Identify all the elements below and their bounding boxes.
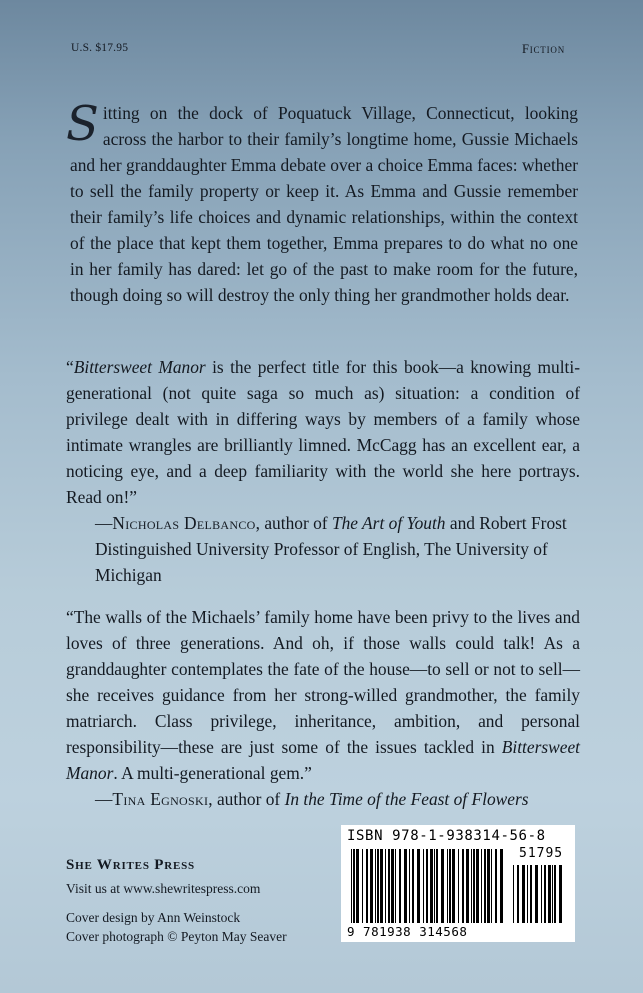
review-2-attribution (95, 786, 580, 812)
barcode-bar (417, 849, 420, 923)
synopsis-text: itting on the dock of Poquatuck Village, Connecticut, looking across the harbor to their family’s longtime home, Gussie Michaels and her granddaughter Emma debate over a choice Emma faces: whether to sell the family property or keep it. As Emma and Gussie remember their family’s life choices and dynamic relationships, within the context of the place that kept them together, Emma prepares to do what no one in her family has dared: let go of the past to make room for the future, though doing so will destroy the only thing her grandmother holds dear. (70, 103, 578, 305)
barcode-bar (377, 849, 379, 923)
barcode-bars (351, 849, 507, 923)
barcode-bar (530, 865, 532, 923)
barcode-bar (541, 865, 542, 923)
barcode-bar (500, 849, 503, 923)
barcode-bar (441, 849, 444, 923)
cover-design-credit: Cover design by Ann Weinstock (66, 910, 241, 925)
barcode-bar (409, 849, 410, 923)
barcode-bar (351, 849, 352, 923)
barcode-bar (430, 849, 433, 923)
barcode-bar (412, 849, 414, 923)
genre-label: Fiction (521, 42, 565, 56)
barcode-bar (426, 849, 428, 923)
barcode-bar (462, 849, 464, 923)
review-2-body (66, 604, 580, 786)
synopsis-paragraph (66, 96, 578, 308)
barcode-bar (353, 849, 355, 923)
review-1-text: is the perfect title for this book—a knowing multi-generational (not quite saga so much as) situation: a condition of privilege dealt with in differing ways by members of a family whose intimate wrangles are brilliantly limned. McCagg has an excellent ear, a noticing eye, and a deep familiarity with the world she here portrays. Read on!” (66, 357, 580, 507)
barcode-bar (458, 849, 459, 923)
publisher-website: Visit us at www.shewritespress.com (66, 881, 261, 896)
reviewer-1-name: Nicholas Delbanco (112, 513, 256, 533)
barcode-bar (517, 865, 519, 923)
review-1-open-quote: “ (66, 357, 74, 377)
barcode-bar (380, 849, 383, 923)
price-label: U.S. $17.95 (71, 42, 129, 54)
attribution-author-of: , author of (255, 513, 332, 533)
barcode-bar (535, 865, 538, 923)
reviewer-2-work: In the Time of the Feast of Flowers (284, 789, 529, 809)
attribution-author-of: , author of (208, 789, 285, 809)
barcode-bar (522, 865, 525, 923)
attribution-dash: — (95, 789, 113, 809)
review-1-body (66, 354, 580, 510)
barcode-bar (513, 865, 514, 923)
barcode-bar (362, 849, 363, 923)
cover-photo-credit: Cover photograph © Peyton May Seaver (66, 929, 287, 944)
barcode-bar (491, 849, 492, 923)
barcode-bar (449, 849, 451, 923)
barcode-bar (548, 865, 551, 923)
barcode-bar (434, 849, 435, 923)
barcode-bar (484, 849, 486, 923)
barcode-bar (423, 849, 424, 923)
barcode-bar (395, 849, 396, 923)
barcode-bar (385, 849, 386, 923)
review-2-text-after: . A multi-generational gem.” (113, 763, 312, 783)
reviewer-1-role: and Robert Frost Distinguished University Professor of English, The University of Michigan (95, 513, 567, 585)
drop-cap: S (66, 96, 99, 152)
barcode-bar (388, 849, 390, 923)
barcode-digits: 9 781938 314568 (347, 924, 468, 939)
isbn-text: ISBN 978-1-938314-56-8 (347, 828, 546, 844)
reviewer-1-work: The Art of Youth (331, 513, 446, 533)
barcode-bar (554, 865, 556, 923)
price-addon-bars (513, 865, 567, 923)
barcode-bar (452, 849, 455, 923)
attribution-dash: — (95, 513, 113, 533)
isbn-barcode (341, 825, 575, 942)
barcode-bar (552, 865, 553, 923)
barcode-bar (399, 849, 401, 923)
review-quote-2 (66, 604, 580, 812)
barcode-bar (471, 849, 472, 923)
barcode-bar (527, 865, 528, 923)
review-1-book-title: Bittersweet Manor (73, 357, 206, 377)
barcode-bar (476, 849, 479, 923)
review-2-book-title: Bittersweet Manor (66, 737, 580, 783)
barcode-bar (466, 849, 469, 923)
reviewer-2-name: Tina Egnoski (112, 789, 209, 809)
barcode-bar (391, 849, 394, 923)
barcode-bar (356, 849, 359, 923)
barcode-bar (481, 849, 482, 923)
barcode-bar (370, 849, 373, 923)
barcode-bar (375, 849, 376, 923)
price-addon-digits: 51795 (519, 846, 564, 861)
barcode-bar (487, 849, 490, 923)
barcode-bar (366, 849, 368, 923)
barcode-bar (447, 849, 448, 923)
publisher-name: She Writes Press (66, 857, 195, 873)
review-1-attribution (95, 510, 580, 588)
review-2-text-before: “The walls of the Michaels’ family home have been privy to the lives and loves of three generations. And oh, if those walls could talk! As a granddaughter contemplates the fate of the house—to sell or not to sell—she receives guidance from her strong-willed grandmother, the family matriarch. Class privilege, inheritance, ambition, and personal responsibility—these are just some of the issues tackled in (66, 607, 580, 757)
barcode-bar (436, 849, 438, 923)
barcode-bar (404, 849, 407, 923)
review-quote-1 (66, 354, 580, 588)
barcode-bar (544, 865, 546, 923)
barcode-bar (559, 865, 562, 923)
barcode-bar (495, 849, 497, 923)
barcode-bar (473, 849, 475, 923)
